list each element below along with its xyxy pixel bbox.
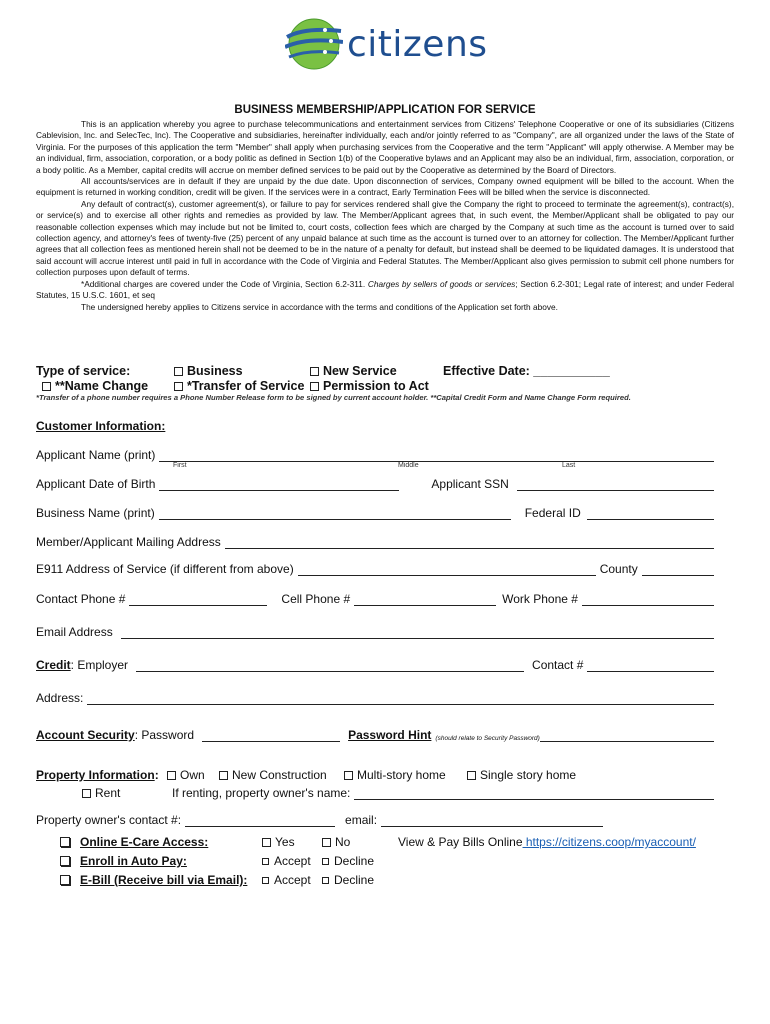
- property-info-label: Property Information: [36, 768, 155, 782]
- autopay-accept-checkbox[interactable]: [262, 854, 311, 868]
- password-hint-note: (should relate to Security Password): [435, 735, 540, 742]
- checkbox-bullet-icon[interactable]: [60, 837, 70, 847]
- terms-fragment: ; Section 6.2-301; Legal rate of interest; and under Federal Statutes, 15 U.S.C. 1601, et seq: [36, 278, 735, 301]
- county-label: County: [599, 562, 638, 576]
- renting-row: [172, 786, 714, 800]
- checkbox-icon[interactable]: [467, 771, 476, 780]
- owner-email-label: email:: [345, 813, 378, 827]
- password-hint-label: Password Hint: [348, 728, 432, 742]
- checkbox-icon[interactable]: [82, 789, 91, 798]
- terms-paragraph: [36, 279, 734, 302]
- cell-phone-input[interactable]: [354, 594, 496, 606]
- new-construction-label: New Construction: [232, 768, 327, 782]
- business-name-input[interactable]: [159, 508, 511, 520]
- own-label: Own: [180, 768, 205, 782]
- e911-input[interactable]: [298, 564, 596, 576]
- terms-paragraph: The undersigned hereby applies to Citizens service in accordance with the terms and conditions of the Application set forth above.: [81, 301, 558, 312]
- e911-label: E911 Address of Service (if different from above): [36, 562, 294, 576]
- view-pay-label: View & Pay Bills Online: [398, 835, 523, 849]
- employer-label: : Employer: [70, 658, 129, 672]
- name-change-checkbox[interactable]: [42, 379, 148, 393]
- account-security-label: Account Security: [36, 728, 135, 742]
- customer-info-heading: Customer Information:: [36, 419, 166, 433]
- ecare-option: [60, 835, 208, 849]
- ebill-option: [60, 873, 247, 887]
- ssn-input[interactable]: [517, 479, 714, 491]
- autopay-label: Enroll in Auto Pay:: [80, 854, 187, 868]
- name-change-label: **Name Change: [55, 379, 149, 393]
- checkbox-icon[interactable]: [322, 858, 329, 865]
- service-note: *Transfer of a phone number requires a Phone Number Release form to be signed by current account holder. **Capital Credit Form and Name Change Form required.: [36, 393, 631, 402]
- dob-input[interactable]: [159, 479, 399, 491]
- effective-date-field[interactable]: Effective Date: ___________: [443, 364, 610, 378]
- ebill-label: E-Bill (Receive bill via Email):: [80, 873, 248, 887]
- terms-paragraph: Any default of contract(s), customer agreement(s), or failure to pay for services rendered shall give the Company the right to proceed to terminate the agreement(s), contract(s), or service(s) and to exercise all other rights and remedies as provided by law. The Member/Applicant agrees that, in such event, the Member/Applicant shall be obligated to pay our reasonable collection expenses which may include but not be limited to, court costs, collection fees which are charged by the Company at such time as the account is turned over to said collection agency, and attorney's fees of twenty-five (25) percent of any unpaid balance at such time as the account is turned over to an attorney for collection. The Member/Applicant further agrees that all collection fees as mentioned herein shall not be deemed to be in the nature of a penalty for default, but instead shall be deemed to be liquidated damages. It is understood that said account will accrue interest until paid in full in accordance with the Code of Virginia and Federal Statutes. The Member/Applicant also gives permission to submit cell phone numbers for collection purposes upon default of terms.: [36, 198, 734, 278]
- property-info-heading: Property Information:: [36, 768, 159, 782]
- employer-input[interactable]: [136, 660, 524, 672]
- checkbox-icon[interactable]: [262, 877, 269, 884]
- county-input[interactable]: [642, 564, 714, 576]
- business-name-label: Business Name (print): [36, 506, 155, 520]
- applicant-name-input[interactable]: [159, 450, 714, 462]
- new-construction-checkbox[interactable]: [219, 768, 327, 782]
- mailing-row: [36, 535, 714, 549]
- credit-contact-label: Contact #: [532, 658, 584, 672]
- ebill-decline-checkbox[interactable]: [322, 873, 374, 887]
- credit-label: Credit: [36, 658, 71, 672]
- contact-phone-label: Contact Phone #: [36, 592, 126, 606]
- terms-fragment: *Additional charges are covered under the Code of Virginia, Section 6.2-311.: [81, 278, 368, 289]
- business-label: Business: [187, 364, 243, 378]
- checkbox-icon[interactable]: [167, 771, 176, 780]
- email-label: Email Address: [36, 625, 113, 639]
- checkbox-icon[interactable]: [174, 382, 183, 391]
- last-label: Last: [562, 462, 576, 469]
- terms-fragment-italic: Charges by sellers of goods or services: [367, 278, 516, 289]
- password-hint-input[interactable]: [540, 730, 714, 742]
- email-row: [36, 625, 714, 639]
- view-pay-text: [398, 835, 696, 849]
- new-service-label: New Service: [323, 364, 397, 378]
- no-label: No: [335, 835, 351, 849]
- password-label: : Password: [134, 728, 195, 742]
- business-checkbox[interactable]: [174, 364, 243, 378]
- logo-wordmark: citizens: [347, 23, 488, 65]
- checkbox-icon[interactable]: [174, 367, 183, 376]
- security-row: [36, 728, 714, 742]
- credit-contact-input[interactable]: [587, 660, 714, 672]
- terms-paragraph: This is an application whereby you agree to purchase telecommunications and entertainment services from Citizens' Telephone Cooperative or one of its subsidiaries (Citizens Cablevision, Inc. and SelecTec, Inc). The Cooperative and subsidiaries, hereinafter individually, each and/or jointly referred to as "Company", are all organized under the laws of the State of Virginia. For the purposes of this application the term "Member" shall apply when purchasing services from the Cooperative and the term "Applicant" will apply otherwise. A Member may be an individual, firm, association, corporation, or a body politic as defined in Section 1(b) of the Cooperative bylaws and an Applicant may also be an individual, firm, association, corporation, or a body politic. As a Member, capital credits will accrue on member defined services to be paid out by the Cooperative as determined by the Board of Directors.: [36, 119, 734, 175]
- password-input[interactable]: [202, 730, 340, 742]
- ssn-label: Applicant SSN: [431, 477, 509, 491]
- checkbox-icon[interactable]: [322, 877, 329, 884]
- ebill-accept-checkbox[interactable]: [262, 873, 311, 887]
- decline-label: Decline: [334, 873, 375, 887]
- phone-row: [36, 592, 714, 606]
- owner-email-input[interactable]: [381, 815, 603, 827]
- checkbox-bullet-icon[interactable]: [60, 856, 70, 866]
- own-checkbox[interactable]: [167, 768, 205, 782]
- new-service-checkbox[interactable]: [310, 364, 397, 378]
- owner-contact-input[interactable]: [185, 815, 335, 827]
- single-story-label: Single story home: [480, 768, 577, 782]
- checkbox-bullet-icon[interactable]: [60, 875, 70, 885]
- checkbox-icon[interactable]: [262, 858, 269, 865]
- multi-story-checkbox[interactable]: [344, 768, 446, 782]
- transfer-checkbox[interactable]: [174, 379, 304, 393]
- mailing-label: Member/Applicant Mailing Address: [36, 535, 221, 549]
- owner-name-input[interactable]: [354, 788, 714, 800]
- renting-label: If renting, property owner's name:: [172, 786, 351, 800]
- accept-label: Accept: [274, 854, 311, 868]
- terms-text: [36, 119, 734, 313]
- work-phone-label: Work Phone #: [502, 592, 578, 606]
- ecare-label: Online E-Care Access:: [80, 835, 209, 849]
- checkbox-icon[interactable]: [219, 771, 228, 780]
- rent-label: Rent: [95, 786, 121, 800]
- email-input[interactable]: [121, 627, 714, 639]
- rent-checkbox[interactable]: [82, 786, 120, 800]
- ecare-no-checkbox[interactable]: [322, 835, 350, 849]
- terms-paragraph: All accounts/services are in default if they are unpaid by the due date. Upon disconnection of services, Company owned equipment will be billed to the account. When the equipment is returned in working condition, credit will be given. If the services were in a contract, Early Termination Fees will be billed when the service is disconnected.: [36, 176, 734, 198]
- checkbox-icon[interactable]: [42, 382, 51, 391]
- single-story-checkbox[interactable]: [467, 768, 576, 782]
- dob-row: [36, 477, 714, 491]
- credit-address-label: Address:: [36, 691, 84, 705]
- middle-label: Middle: [398, 462, 419, 469]
- owner-contact-row: [36, 813, 714, 827]
- decline-label: Decline: [334, 854, 375, 868]
- mailing-input[interactable]: [225, 537, 714, 549]
- e911-row: [36, 562, 714, 576]
- permission-label: Permission to Act: [323, 379, 429, 393]
- ecare-yes-checkbox[interactable]: [262, 835, 295, 849]
- federal-id-label: Federal ID: [524, 506, 581, 520]
- citizens-logo: [285, 14, 495, 74]
- yes-label: Yes: [275, 835, 295, 849]
- accept-label: Accept: [274, 873, 311, 887]
- autopay-option: [60, 854, 187, 868]
- dob-label: Applicant Date of Birth: [36, 477, 156, 491]
- checkbox-icon[interactable]: [310, 367, 319, 376]
- checkbox-icon[interactable]: [344, 771, 353, 780]
- checkbox-icon[interactable]: [262, 838, 271, 847]
- checkbox-icon[interactable]: [310, 382, 319, 391]
- citizens-logo-icon: [285, 17, 343, 71]
- applicant-name-label: Applicant Name (print): [36, 448, 156, 462]
- credit-address-input[interactable]: [87, 693, 714, 705]
- permission-checkbox[interactable]: [310, 379, 429, 393]
- business-name-row: [36, 506, 714, 520]
- transfer-label: *Transfer of Service: [187, 379, 305, 393]
- cell-phone-label: Cell Phone #: [281, 592, 351, 606]
- credit-address-row: [36, 691, 714, 705]
- applicant-name-row: [36, 448, 714, 462]
- work-phone-input[interactable]: [582, 594, 714, 606]
- credit-row: [36, 658, 714, 672]
- type-of-service-label: Type of service:: [36, 364, 131, 378]
- federal-id-input[interactable]: [587, 508, 714, 520]
- checkbox-icon[interactable]: [322, 838, 331, 847]
- first-label: First: [173, 462, 187, 469]
- myaccount-link[interactable]: https://citizens.coop/myaccount/: [522, 835, 696, 849]
- owner-contact-label: Property owner's contact #:: [36, 813, 182, 827]
- contact-phone-input[interactable]: [129, 594, 267, 606]
- page-title: BUSINESS MEMBERSHIP/APPLICATION FOR SERVICE: [234, 104, 536, 116]
- autopay-decline-checkbox[interactable]: [322, 854, 374, 868]
- multi-story-label: Multi-story home: [357, 768, 446, 782]
